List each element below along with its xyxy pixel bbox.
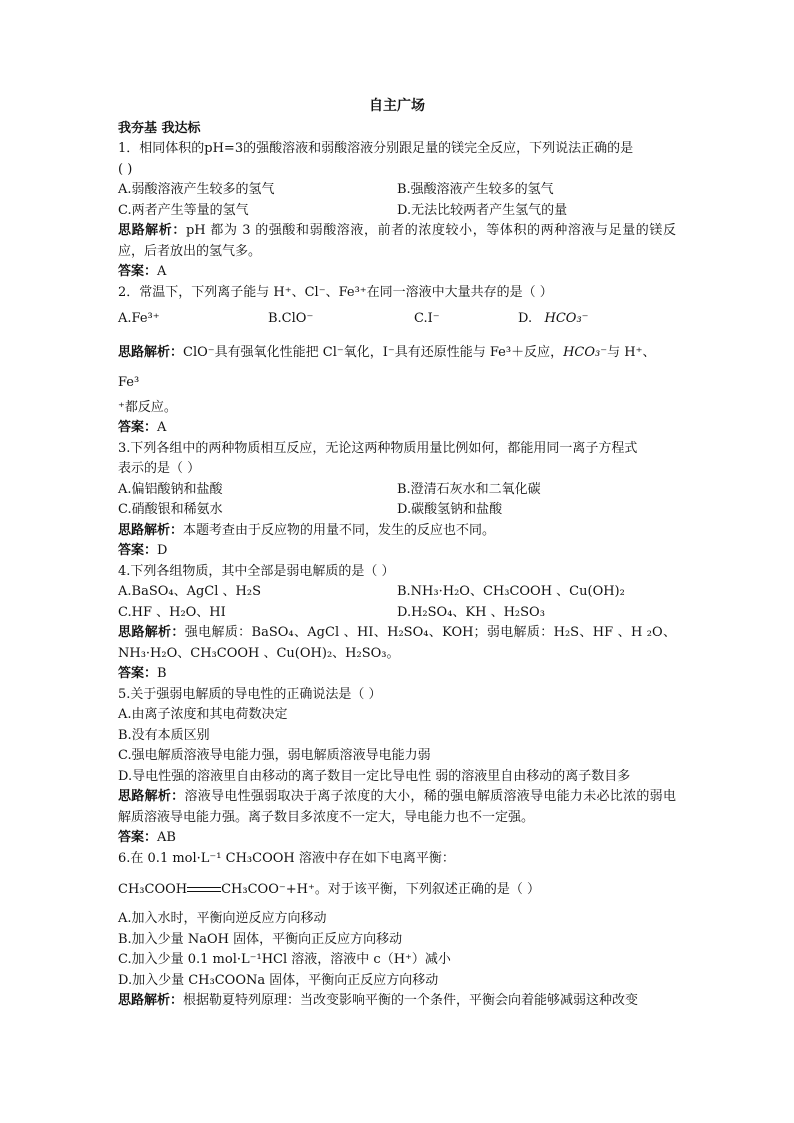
q4-options-row2 <box>118 603 676 624</box>
q5-stem: 5.关于强弱电解质的导电性的正确说法是（ ） <box>118 686 382 702</box>
q6-option-c: C.加入少量 0.1 mol·L⁻¹HCl 溶液，溶液中 c（H⁺）减小 <box>118 952 451 967</box>
q3-option-a: A.偏铝酸钠和盐酸 <box>118 481 223 497</box>
q1-options-row2 <box>118 201 676 222</box>
q6-option-b: B.加入少量 NaOH 固体，平衡向正反应方向移动 <box>118 931 403 947</box>
q3-answer-label: 答案： <box>118 543 158 558</box>
q6-option-d: D.加入少量 CH₃COONa 固体，平衡向正反应方向移动 <box>118 972 439 988</box>
q3-stem-line1: 3.下列各组中的两种物质相互反应，无论这两种物质用量比例如何，都能用同一离子方程式 <box>118 440 638 456</box>
q6-stem: 6.在 0.1 mol·L⁻¹ CH₃COOH 溶液中存在如下电离平衡： <box>118 850 455 866</box>
q6-eq-left: CH₃COOH <box>118 882 188 897</box>
q5-analysis-label: 思路解析： <box>118 789 185 804</box>
section-heading: 我夯基 我达标 <box>118 120 201 136</box>
question-1 <box>118 139 676 283</box>
question-5 <box>118 685 676 849</box>
page-title: 自主广场 <box>369 98 425 114</box>
q2-answer-label: 答案： <box>118 420 158 435</box>
q1-option-a: A.弱酸溶液产生较多的氢气 <box>118 182 275 197</box>
q2-option-d-formula: HCO₃⁻ <box>544 311 589 326</box>
q4-analysis-label: 思路解析： <box>118 625 185 640</box>
q5-answer-label: 答案： <box>118 830 158 845</box>
question-4 <box>118 562 676 685</box>
q1-analysis-text: pH 都为 3 的强酸和弱酸溶液，前者的浓度较小，等体积的两种溶液与足量的镁反应，后者放出的氢气多。 <box>118 223 676 259</box>
q5-option-a: A.由离子浓度和其电荷数决定 <box>118 707 288 722</box>
q3-analysis-text: 本题考查由于反应物的用量不同，发生的反应也不同。 <box>183 522 496 538</box>
q4-answer-value: B <box>157 666 167 681</box>
q3-answer <box>118 541 676 562</box>
q3-options-row1 <box>118 480 676 501</box>
q6-option-a: A.加入水时，平衡向逆反应方向移动 <box>118 911 327 926</box>
q2-option-a: A.Fe³⁺ <box>118 311 160 326</box>
q2-option-d-label: D. <box>518 311 533 326</box>
q4-stem: 4.下列各组物质，其中全部是弱电解质的是（ ） <box>118 563 395 579</box>
q3-stem-line2: 表示的是（ ） <box>118 461 201 476</box>
q5-analysis <box>118 787 676 828</box>
q2-options <box>118 309 676 330</box>
q6-analysis-text: 根据勒夏特列原理：当改变影响平衡的一个条件，平衡会向着能够减弱这种改变 <box>183 993 639 1008</box>
equilibrium-arrow-icon <box>187 885 221 895</box>
q2-analysis-part1: ClO⁻具有强氧化性能把 Cl⁻氧化，I⁻具有还原性能与 Fe³＋反应， <box>183 344 564 360</box>
q5-option-d: D.导电性强的溶液里自由移动的离子数目一定比导电性 弱的溶液里自由移动的离子数目多 <box>118 768 631 784</box>
q5-answer <box>118 828 676 849</box>
q5-answer-value: AB <box>157 830 176 845</box>
q1-answer <box>118 262 676 283</box>
q3-analysis <box>118 521 676 542</box>
q2-analysis-label: 思路解析： <box>118 344 184 360</box>
q2-answer <box>118 418 676 439</box>
q6-equation <box>118 875 676 905</box>
q4-answer-label: 答案： <box>118 666 158 681</box>
q1-stem-line2: ( ) <box>118 161 133 177</box>
q2-option-b: B.ClO⁻ <box>268 311 314 326</box>
q4-answer <box>118 664 676 685</box>
q1-option-b: B.强酸溶液产生较多的氢气 <box>397 182 554 197</box>
q4-option-c: C.HF 、H₂O、HI <box>118 604 226 620</box>
q5-option-b: B.没有本质区别 <box>118 727 210 743</box>
q1-option-c: C.两者产生等量的氢气 <box>118 202 249 218</box>
q2-option-c: C.I⁻ <box>414 311 440 326</box>
q4-options-row1 <box>118 582 676 603</box>
q4-option-d: D.H₂SO₄、KH 、H₂SO₃ <box>397 604 545 620</box>
q6-eq-right: CH₃COO⁻+H⁺。对于该平衡，下列叙述正确的是（ ） <box>221 882 540 897</box>
q4-option-b: B.NH₃·H₂O、CH₃COOH 、Cu(OH)₂ <box>397 584 625 599</box>
q2-analysis-formula: HCO₃⁻ <box>563 344 608 360</box>
q1-options-row1 <box>118 180 676 201</box>
q3-answer-value: D <box>157 543 168 558</box>
document-page <box>118 96 676 1012</box>
q2-answer-value: A <box>157 420 167 435</box>
q4-analysis <box>118 623 676 664</box>
q1-answer-label: 答案： <box>118 264 158 279</box>
q2-stem: 2．常温下，下列离子能与 H⁺、Cl⁻、Fe³⁺在同一溶液中大量共存的是（ ） <box>118 284 553 300</box>
q1-analysis <box>118 221 676 262</box>
q4-option-a: A.BaSO₄、AgCl 、H₂S <box>118 584 262 599</box>
question-6 <box>118 849 676 1012</box>
q1-answer-value: A <box>157 264 167 279</box>
question-2 <box>118 283 676 439</box>
q2-analysis <box>118 338 676 398</box>
q5-option-c: C.强电解质溶液导电能力强，弱电解质溶液导电能力弱 <box>118 748 431 763</box>
q6-analysis <box>118 991 676 1012</box>
q2-option-d <box>518 309 589 330</box>
q2-analysis-part2: 与 H⁺、Fe³ <box>118 344 656 390</box>
q4-analysis-text: 强电解质：BaSO₄、AgCl 、HI、H₂SO₄、KOH；弱电解质：H₂S、HF 、H ₂O、NH₃·H₂O、CH₃COOH 、Cu(OH)₂、H₂SO₃。 <box>118 625 676 661</box>
q3-option-b: B.澄清石灰水和二氧化碳 <box>397 481 541 497</box>
question-3 <box>118 439 676 562</box>
q6-analysis-label: 思路解析： <box>118 993 184 1008</box>
q5-analysis-text: 溶液导电性强弱取决于离子浓度的大小，稀的强电解质溶液导电能力未必比浓的弱电解质溶液导电能力强。离子数目多浓度不一定大，导电能力也不一定强。 <box>118 789 676 825</box>
q3-option-d: D.碳酸氢钠和盐酸 <box>397 502 503 517</box>
q1-analysis-label: 思路解析： <box>118 223 186 238</box>
q1-option-d: D.无法比较两者产生氢气的量 <box>397 202 568 218</box>
q3-option-c: C.硝酸银和稀氨水 <box>118 502 223 517</box>
q3-options-row2 <box>118 500 676 521</box>
q3-analysis-label: 思路解析： <box>118 522 184 538</box>
q2-analysis-cont: ⁺都反应。 <box>118 399 177 415</box>
q1-stem-line1: 1．相同体积的pH=3的强酸溶液和弱酸溶液分别跟足量的镁完全反应，下列说法正确的是 <box>118 141 634 156</box>
